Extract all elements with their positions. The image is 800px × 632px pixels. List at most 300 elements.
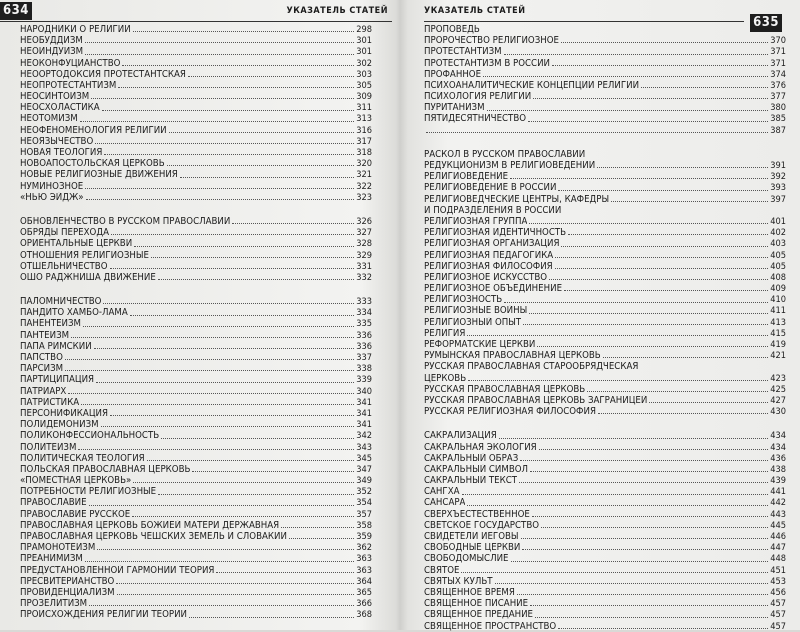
dot-leader	[499, 437, 769, 439]
entry-title: ПРАВОСЛАВНАЯ ЦЕРКОВЬ БОЖИЕЙ МАТЕРИ ДЕРЖАВНАЯ	[20, 519, 280, 531]
dot-leader	[89, 604, 354, 606]
entry-page-number: 354	[356, 497, 372, 509]
entry-title: РУССКАЯ ПРАВОСЛАВНАЯ ЦЕРКОВЬ ЗАГРАНИЦЕЙ	[424, 394, 648, 406]
entry-page-number: 309	[356, 91, 372, 103]
index-entry	[20, 464, 372, 475]
entry-page-number: 430	[770, 406, 786, 418]
entry-title: ПАПА РИМСКИЙ	[20, 340, 92, 352]
entry-page-number: 377	[770, 91, 786, 103]
entry-page-number: 316	[356, 124, 372, 136]
entry-title: «НЬЮ ЭЙДЖ»	[20, 191, 84, 203]
entry-page-number: 374	[770, 68, 786, 80]
right-header-rule	[424, 21, 744, 22]
entry-title: ОРИЕНТАЛЬНЫЕ ЦЕРКВИ	[20, 238, 133, 250]
entry-title: НОВАЯ ТЕОЛОГИЯ	[20, 147, 103, 159]
dot-leader	[519, 481, 768, 483]
entry-page-number: 347	[356, 463, 372, 475]
dot-leader	[216, 571, 354, 573]
entry-title: САКРАЛЬНЫЙ ОБРАЗ	[424, 452, 519, 464]
index-entry	[424, 216, 786, 227]
entry-title: ПАЛОМНИЧЕСТВО	[20, 296, 102, 308]
entry-page-number: 337	[356, 352, 372, 364]
entry-page-number: 409	[770, 283, 786, 295]
index-entry	[424, 317, 786, 328]
entry-title: РЕЛИГИОВЕДЧЕСКИЕ ЦЕНТРЫ, КАФЕДРЫ	[424, 193, 610, 205]
index-entry	[20, 374, 372, 385]
entry-title: СВЯЩЕННОЕ ПРОСТРАНСТВО	[424, 620, 557, 632]
entry-title: ПЯТИДЕСЯТНИЧЕСТВО	[424, 113, 527, 125]
entry-title: РЕДУКЦИОНИЗМ В РЕЛИГИОВЕДЕНИИ	[424, 160, 596, 172]
index-entry	[424, 125, 786, 136]
index-entry	[424, 621, 786, 632]
entry-title: РЕЛИГИОЗНЫЙ ОПЫТ	[424, 316, 522, 328]
entry-page-number: 341	[356, 396, 372, 408]
dot-leader	[281, 526, 354, 528]
dot-leader	[130, 314, 354, 316]
entry-page-number: 365	[356, 586, 372, 598]
entry-page-number: 329	[356, 249, 372, 261]
entry-page-number: 298	[356, 23, 372, 35]
dot-leader	[426, 131, 768, 133]
entry-title: ОШО РАДЖНИША ДВИЖЕНИЕ	[20, 271, 156, 283]
index-entry	[424, 395, 786, 406]
entry-page-number: 401	[770, 215, 786, 227]
index-entry	[424, 587, 786, 598]
index-entry	[424, 542, 786, 553]
index-entry	[424, 306, 786, 317]
dot-leader	[116, 582, 354, 584]
dot-leader	[549, 278, 768, 280]
entry-title: САКРАЛЬНЫЙ ТЕКСТ	[424, 475, 518, 487]
entry-title: САКРАЛИЗАЦИЯ	[424, 430, 497, 442]
dot-leader	[641, 86, 768, 88]
index-entry	[424, 520, 786, 531]
entry-page-number: 405	[770, 260, 786, 272]
entry-title: РЕЛИГИОЗНАЯ ГРУППА	[424, 215, 528, 227]
entry-title: НЕОСХОЛАСТИКА	[20, 102, 100, 114]
dot-leader	[103, 302, 354, 304]
entry-page-number: 448	[770, 553, 786, 565]
group-spacer	[424, 136, 786, 149]
entry-page-number: 357	[356, 508, 372, 520]
dot-leader	[555, 267, 769, 269]
entry-title: ПРОЗЕЛИТИЗМ	[20, 598, 88, 610]
dot-leader	[561, 41, 768, 43]
entry-page-number: 336	[356, 340, 372, 352]
dot-leader	[603, 356, 768, 358]
dot-leader	[110, 267, 355, 269]
entry-page-number: 323	[356, 191, 372, 203]
dot-leader	[68, 392, 354, 394]
entry-page-number: 423	[770, 372, 786, 384]
index-entry	[20, 114, 372, 125]
entry-page-number: 320	[356, 158, 372, 170]
entry-title: СВОБОДОМЫСЛИЕ	[424, 553, 509, 565]
index-entry	[20, 192, 372, 203]
entry-page-number: 301	[356, 46, 372, 58]
entry-page-number: 327	[356, 227, 372, 239]
entry-title: РЕЛИГИОВЕДЕНИЕ В РОССИИ	[424, 182, 557, 194]
entry-title: СВИДЕТЕЛИ ИЕГОВЫ	[424, 531, 519, 543]
entry-title: ПСИХОЛОГИЯ РЕЛИГИИ	[424, 91, 532, 103]
dot-leader	[523, 323, 768, 325]
index-entry	[424, 171, 786, 182]
dot-leader	[78, 448, 354, 450]
entry-page-number: 334	[356, 307, 372, 319]
entry-page-number: 340	[356, 385, 372, 397]
entry-title: СВЕРХЪЕСТЕСТВЕННОЕ	[424, 508, 530, 520]
dot-leader	[147, 459, 355, 461]
index-entry	[424, 598, 786, 609]
entry-title: ПРАВОСЛАВИЕ	[20, 497, 87, 509]
dot-leader	[111, 233, 354, 235]
dot-leader	[81, 403, 354, 405]
index-entry	[424, 160, 786, 171]
entry-page-number: 453	[770, 575, 786, 587]
index-entry	[424, 58, 786, 69]
index-entry	[424, 350, 786, 361]
dot-leader	[180, 176, 354, 178]
dot-leader	[65, 358, 354, 360]
entry-title: ПРОВИДЕНЦИАЛИЗМ	[20, 586, 115, 598]
entry-page-number: 371	[770, 46, 786, 58]
dot-leader	[649, 401, 768, 403]
index-entry	[20, 24, 372, 35]
entry-title: НЕОФЕНОМЕНОЛОГИЯ РЕЛИГИИ	[20, 124, 167, 136]
entry-title: САНСАРА	[424, 497, 466, 509]
index-entry	[424, 238, 786, 249]
index-entry	[424, 272, 786, 283]
dot-leader	[85, 53, 354, 55]
dot-leader	[461, 571, 768, 573]
entry-page-number: 446	[770, 531, 786, 543]
index-entry	[20, 69, 372, 80]
entry-title: НЕОИНДУИЗМ	[20, 46, 84, 58]
index-entry	[424, 283, 786, 294]
entry-page-number: 402	[770, 227, 786, 239]
dot-leader	[85, 187, 354, 189]
entry-title: РЕЛИГИЯ	[424, 327, 466, 339]
entry-title: ПАРТИЦИПАЦИЯ	[20, 374, 95, 386]
index-entry	[20, 102, 372, 113]
index-entry	[20, 272, 372, 283]
entry-title: И ПОДРАЗДЕЛЕНИЯ В РОССИИ	[424, 204, 562, 216]
group-spacer	[20, 203, 372, 216]
index-entry	[20, 509, 372, 520]
entry-title: РЕЛИГИОЗНОЕ ИСКУССТВО	[424, 271, 548, 283]
dot-leader	[537, 345, 768, 347]
entry-title: РЕЛИГИОЗНОСТЬ	[424, 294, 503, 306]
dot-leader	[122, 64, 354, 66]
index-entry	[424, 114, 786, 125]
index-entry	[424, 430, 786, 441]
dot-leader	[611, 200, 768, 202]
index-entry	[20, 238, 372, 249]
entry-title: ПРОФАННОЕ	[424, 68, 482, 80]
entry-page-number: 338	[356, 363, 372, 375]
dot-leader	[568, 233, 768, 235]
entry-title: ПАТРИСТИКА	[20, 396, 80, 408]
dot-leader	[96, 381, 354, 383]
entry-page-number: 380	[770, 102, 786, 114]
entry-page-number: 392	[770, 171, 786, 183]
index-entry	[20, 46, 372, 57]
entry-title: РАСКОЛ В РУССКОМ ПРАВОСЛАВИИ	[424, 148, 586, 160]
entry-page-number: 366	[356, 598, 372, 610]
index-entry	[20, 598, 372, 609]
index-entry	[20, 565, 372, 576]
entry-title: ПРЕДУСТАНОВЛЕННОЙ ГАРМОНИИ ТЕОРИЯ	[20, 564, 215, 576]
entry-page-number: 322	[356, 180, 372, 192]
entry-title: САНГХА	[424, 486, 460, 498]
entry-title: РУССКАЯ ПРАВОСЛАВНАЯ СТАРООБРЯДЧЕСКАЯ	[424, 361, 639, 373]
index-entry	[424, 205, 786, 216]
dot-leader	[521, 537, 769, 539]
entry-title: ОБНОВЛЕНЧЕСТВО В РУССКОМ ПРАВОСЛАВИИ	[20, 215, 231, 227]
index-entry	[20, 419, 372, 430]
index-entry	[424, 102, 786, 113]
index-entry	[20, 498, 372, 509]
entry-page-number: 376	[770, 79, 786, 91]
dot-leader	[529, 312, 768, 314]
entry-page-number: 301	[356, 35, 372, 47]
entry-title: РЕЛИГИОЗНАЯ ОРГАНИЗАЦИЯ	[424, 238, 560, 250]
entry-page-number: 326	[356, 215, 372, 227]
entry-title: ПРОИСХОЖДЕНИЯ РЕЛИГИИ ТЕОРИИ	[20, 609, 188, 621]
entry-page-number: 439	[770, 475, 786, 487]
entry-title: ПРОРОЧЕСТВО РЕЛИГИОЗНОЕ	[424, 35, 559, 47]
entry-page-number: 393	[770, 182, 786, 194]
entry-page-number: 442	[770, 497, 786, 509]
entry-title: САКРАЛЬНАЯ ЭКОЛОГИЯ	[424, 441, 537, 453]
index-entry	[20, 486, 372, 497]
dot-leader	[133, 481, 354, 483]
index-entry	[424, 227, 786, 238]
entry-title: ОБРЯДЫ ПЕРЕХОДА	[20, 227, 109, 239]
index-entry	[20, 609, 372, 620]
index-entry	[424, 69, 786, 80]
entry-page-number: 411	[770, 305, 786, 317]
dot-leader	[541, 526, 768, 528]
entry-title: НЕОСИНТОИЗМ	[20, 91, 90, 103]
dot-leader	[91, 97, 354, 99]
dot-leader	[85, 560, 354, 562]
dot-leader	[158, 493, 354, 495]
dot-leader	[101, 425, 355, 427]
entry-title: САКРАЛЬНЫЙ СИМВОЛ	[424, 463, 529, 475]
dot-leader	[83, 325, 354, 327]
index-entry	[20, 453, 372, 464]
entry-title: ПОТРЕБНОСТИ РЕЛИГИОЗНЫЕ	[20, 486, 157, 498]
entry-title: ПАТРИАРХ	[20, 385, 67, 397]
entry-page-number: 438	[770, 463, 786, 475]
dot-leader	[517, 593, 768, 595]
entry-page-number: 339	[356, 374, 372, 386]
index-entry	[20, 216, 372, 227]
dot-leader	[530, 470, 768, 472]
dot-leader	[134, 245, 354, 247]
dot-leader	[522, 548, 768, 550]
dot-leader	[468, 379, 768, 381]
entry-title: ПРЕСВИТЕРИАНСТВО	[20, 575, 115, 587]
dot-leader	[65, 369, 354, 371]
entry-page-number: 331	[356, 260, 372, 272]
entry-title: СВЯЩЕННОЕ ПРЕДАНИЕ	[424, 609, 534, 621]
dot-leader	[598, 412, 768, 414]
left-running-title: УКАЗАТЕЛЬ СТАТЕЙ	[286, 6, 388, 16]
index-entry	[20, 520, 372, 531]
entry-title: НЕООРТОДОКСИЯ ПРОТЕСТАНТСКАЯ	[20, 68, 186, 80]
entry-page-number: 419	[770, 339, 786, 351]
index-entry	[20, 125, 372, 136]
entry-page-number: 313	[356, 113, 372, 125]
dot-leader	[467, 504, 768, 506]
entry-page-number: 328	[356, 238, 372, 250]
entry-title: РЕЛИГИОЗНАЯ ИДЕНТИЧНОСТЬ	[424, 227, 567, 239]
entry-title: СВЯТОЕ	[424, 564, 460, 576]
dot-leader	[132, 515, 354, 517]
index-entry	[424, 442, 786, 453]
entry-page-number: 303	[356, 68, 372, 80]
dot-leader	[161, 437, 354, 439]
entry-title: ПОЛИТИЧЕСКАЯ ТЕОЛОГИЯ	[20, 452, 145, 464]
entry-title: ПРОТЕСТАНТИЗМ	[424, 46, 502, 58]
index-entry	[424, 339, 786, 350]
index-entry	[424, 475, 786, 486]
entry-page-number: 434	[770, 441, 786, 453]
index-entry	[424, 261, 786, 272]
dot-leader	[104, 153, 354, 155]
entry-page-number: 405	[770, 249, 786, 261]
entry-title: РЕЛИГИОЗНАЯ ПЕДАГОГИКА	[424, 249, 554, 261]
dot-leader	[169, 131, 355, 133]
index-entry	[424, 80, 786, 91]
dot-leader	[85, 41, 354, 43]
entry-page-number: 317	[356, 135, 372, 147]
index-entry	[20, 363, 372, 374]
group-spacer	[20, 283, 372, 296]
index-entry	[20, 553, 372, 564]
entry-page-number: 421	[770, 350, 786, 362]
index-entry	[20, 227, 372, 238]
entry-page-number: 370	[770, 35, 786, 47]
entry-title: ПОЛИДЕМОНИЗМ	[20, 419, 99, 431]
dot-leader	[558, 189, 768, 191]
dot-leader	[533, 97, 768, 99]
index-entry	[20, 531, 372, 542]
index-entry	[20, 576, 372, 587]
dot-leader	[535, 616, 768, 618]
entry-title: СВЯЩЕННОЕ ПИСАНИЕ	[424, 598, 529, 610]
entry-title: НОВОАПОСТОЛЬСКАЯ ЦЕРКОВЬ	[20, 158, 165, 170]
entry-page-number: 410	[770, 294, 786, 306]
entry-page-number: 336	[356, 329, 372, 341]
index-entry	[424, 35, 786, 46]
dot-leader	[487, 109, 769, 111]
index-entry	[20, 80, 372, 91]
entry-page-number: 391	[770, 160, 786, 172]
entry-title: НЕОЯЗЫЧЕСТВО	[20, 135, 94, 147]
entry-title: РЕЛИГИОЗНЫЕ ВОЙНЫ	[424, 305, 528, 317]
entry-page-number: 318	[356, 147, 372, 159]
dot-leader	[510, 177, 768, 179]
index-entry	[424, 361, 786, 372]
entry-page-number: 302	[356, 57, 372, 69]
entry-page-number: 335	[356, 318, 372, 330]
dot-leader	[555, 256, 768, 258]
index-entry	[20, 386, 372, 397]
index-entry	[20, 147, 372, 158]
index-entry	[424, 149, 786, 160]
entry-title: РЕФОРМАТСКИЕ ЦЕРКВИ	[424, 339, 536, 351]
left-header-rule	[0, 21, 392, 22]
entry-page-number: 397	[770, 193, 786, 205]
entry-page-number: 443	[770, 508, 786, 520]
entry-title: СВЕТСКОЕ ГОСУДАРСТВО	[424, 519, 540, 531]
index-entry	[20, 319, 372, 330]
entry-title: СВЯТЫХ КУЛЬТ	[424, 575, 493, 587]
entry-page-number: 436	[770, 452, 786, 464]
entry-page-number: 363	[356, 553, 372, 565]
dot-leader	[110, 414, 354, 416]
entry-page-number: 403	[770, 238, 786, 250]
dot-leader	[483, 75, 768, 77]
dot-leader	[94, 347, 355, 349]
dot-leader	[167, 164, 355, 166]
entry-page-number: 364	[356, 575, 372, 587]
dot-leader	[495, 582, 769, 584]
entry-title: ПОЛИКОНФЕССИОНАЛЬНОСТЬ	[20, 430, 160, 442]
entry-title: ПАНДИТО ХАМБО-ЛАМА	[20, 307, 128, 319]
left-index-entries	[20, 24, 372, 621]
left-page	[0, 0, 400, 630]
index-entry	[20, 442, 372, 453]
entry-title: НУМИНОЗНОЕ	[20, 180, 84, 192]
entry-page-number: 425	[770, 383, 786, 395]
entry-page-number: 341	[356, 407, 372, 419]
entry-page-number: 408	[770, 271, 786, 283]
dot-leader	[597, 166, 768, 168]
dot-leader	[192, 470, 354, 472]
index-entry	[20, 408, 372, 419]
entry-title: РУССКАЯ РЕЛИГИОЗНАЯ ФИЛОСОФИЯ	[424, 406, 596, 418]
entry-title: СВОБОДНЫЕ ЦЕРКВИ	[424, 542, 521, 554]
index-entry	[424, 486, 786, 497]
index-entry	[20, 261, 372, 272]
entry-title: ПРАВОСЛАВИЕ РУССКОЕ	[20, 508, 131, 520]
entry-page-number: 451	[770, 564, 786, 576]
entry-title: РУССКАЯ ПРАВОСЛАВНАЯ ЦЕРКОВЬ	[424, 383, 586, 395]
index-entry	[20, 352, 372, 363]
index-entry	[20, 330, 372, 341]
entry-page-number: 341	[356, 419, 372, 431]
index-entry	[424, 553, 786, 564]
entry-title: «ПОМЕСТНАЯ ЦЕРКОВЬ»	[20, 475, 132, 487]
index-entry	[424, 498, 786, 509]
dot-leader	[89, 504, 355, 506]
entry-title: РЕЛИГИОВЕДЕНИЕ	[424, 171, 509, 183]
index-entry	[424, 576, 786, 587]
entry-title: ОТШЕЛЬНИЧЕСТВО	[20, 260, 108, 272]
entry-page-number: 457	[770, 598, 786, 610]
dot-leader	[97, 548, 354, 550]
dot-leader	[529, 222, 768, 224]
entry-page-number: 415	[770, 327, 786, 339]
entry-page-number: 359	[356, 531, 372, 543]
index-entry	[424, 250, 786, 261]
entry-title: СВЯЩЕННОЕ ВРЕМЯ	[424, 586, 515, 598]
entry-page-number: 352	[356, 486, 372, 498]
